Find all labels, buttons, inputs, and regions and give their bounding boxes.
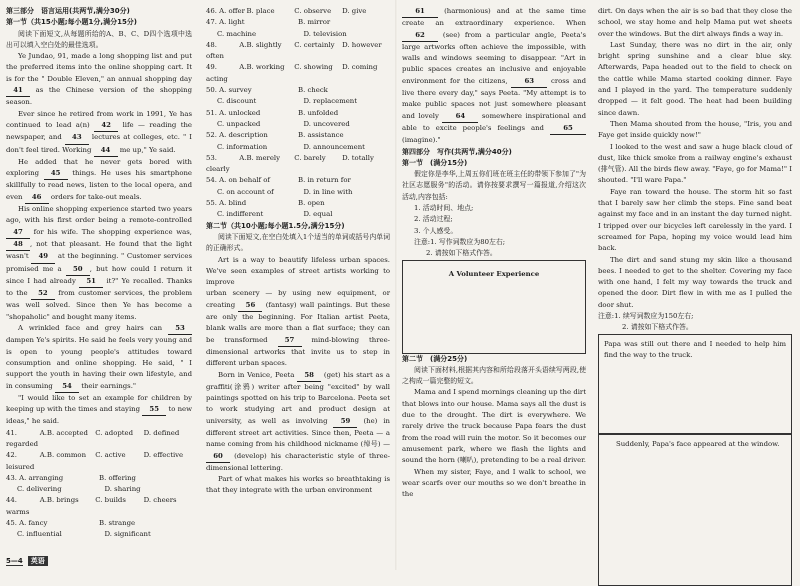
page-number: 5—4 <box>6 556 23 565</box>
writing-section1-heading: 第一节 (满分15分) <box>402 158 468 167</box>
passage-text: orders for take-out meals. <box>48 192 142 201</box>
page-fold <box>395 0 398 570</box>
option-row <box>206 187 390 198</box>
passage-paragraph <box>6 51 192 108</box>
option-row <box>206 198 390 209</box>
option-choice[interactable]: C. on account of <box>217 187 274 196</box>
column-3 <box>402 6 586 500</box>
option-choice[interactable]: B. mirror <box>298 18 331 27</box>
option-choice[interactable]: D. sharing <box>104 485 141 494</box>
task-point: 1. 活动时间、地点; <box>414 204 474 213</box>
part4-heading: 第四部分 写作(共两节,满分40分) <box>402 147 512 156</box>
passage-text: urban scenery — by using new equipment, or creating <box>206 289 390 309</box>
continuation-prompt: Suddenly, Papa's face appeared at the window. <box>616 439 780 448</box>
option-row <box>6 473 192 484</box>
passage-text: (get) his start as a graffiti(涂鸦) writer after being "excited" by wall paintings spotted on his trip to Barcelona. Peeta set to work studying art and product design at university, as well as involving <box>206 370 390 425</box>
option-choice[interactable]: D. replacement <box>303 97 358 106</box>
continuation-box-2[interactable] <box>598 434 792 586</box>
notes-label: 注意: <box>414 237 431 246</box>
passage-text: Ever since he retired from work in 1991, Ye has continued to lead a(n) <box>6 109 192 129</box>
option-choice[interactable]: 55. A. blind <box>206 199 247 208</box>
passage-paragraph <box>6 157 192 204</box>
passage-paragraph <box>6 204 192 323</box>
blank-64: 64 <box>442 111 478 123</box>
option-choice[interactable]: B. merely <box>246 153 280 162</box>
section1-heading: 第一节（共15小题;每小题1分,满分15分) <box>6 18 138 27</box>
passage-text: His online shopping experience started two years ago, with his first order being a remote-controlled <box>6 205 192 225</box>
option-choice[interactable]: D. announcement <box>303 142 365 151</box>
instructions: 阅读下面短文,在空白处填入1个适当的单词或括号内单词的正确形式。 <box>206 232 390 253</box>
answer-box-title: A Volunteer Experience <box>448 269 540 278</box>
option-choice[interactable]: B. strange <box>99 519 136 528</box>
options-list <box>6 428 192 541</box>
option-choice[interactable]: D. totally <box>342 153 374 162</box>
passage-text: Born in Venice, Peeta <box>218 370 298 379</box>
option-choice[interactable]: C. delivering <box>17 485 62 494</box>
column-4 <box>598 6 792 586</box>
option-row <box>206 40 390 63</box>
blank-53: 53 <box>168 323 192 335</box>
option-choice[interactable]: 47. A. light <box>206 18 245 27</box>
option-choice[interactable]: C. machine <box>217 29 257 38</box>
story-paragraph: Last Sunday, there was no dirt in the air, only bright spring sunshine and a clear blue sky. Afterwards, Papa headed out to the field to check on the cattle while Mama started cooking dinner. Faye and I played in the yard. The temperature suddenly dropped — it felt good. The heat had been building since dawn. <box>598 40 792 117</box>
passage-text: He added that he never gets bored with exploring <box>6 157 192 178</box>
passage-text: life — reading the newspaper, and <box>6 120 193 142</box>
blank-55: 55 <box>142 404 166 416</box>
option-choice[interactable]: D. defined <box>143 428 180 437</box>
blank-62: 62 <box>402 30 438 42</box>
option-row <box>206 17 390 28</box>
option-row <box>206 130 390 141</box>
option-choice[interactable]: 51. A. unlocked <box>206 108 261 117</box>
option-choice[interactable]: C. information <box>217 142 268 151</box>
option-row <box>6 428 192 451</box>
option-choice[interactable]: B. common <box>46 451 87 460</box>
subject-label: 英语 <box>28 556 48 566</box>
passage-text: lectures at colleges, etc. " I don't feel tired. Working <box>6 133 192 154</box>
note-item: 1. 写作词数应为80左右; <box>430 237 506 246</box>
option-choice[interactable]: 41. A. regarded <box>6 428 47 448</box>
option-row <box>206 62 390 85</box>
option-choice[interactable]: B. unfolded <box>298 108 339 117</box>
option-choice[interactable]: 49. A. acting <box>206 63 247 83</box>
option-row <box>6 484 192 495</box>
passage-paragraph <box>206 370 390 475</box>
section2-heading: 第二节（共10小题;每小题1.5分,满分15分) <box>206 221 345 230</box>
option-row <box>206 209 390 220</box>
passage-text: mind-blowing three-dimensional artworks that invite us to step in different urban spaces. <box>206 335 390 368</box>
option-choice[interactable]: B. working <box>246 63 285 72</box>
option-row <box>6 518 192 529</box>
option-choice[interactable]: B. place <box>246 7 275 15</box>
option-choice[interactable]: C. adopted <box>95 428 134 437</box>
option-choice[interactable]: D. uncovered <box>303 119 350 128</box>
notes-label: 注意: <box>598 312 615 321</box>
story-paragraph: The dirt and sand stung my skin like a thousand bees. I needed to get to the shelter. Covering my face with one hand, I felt my way towards the truck and opened the door. Dirt flew in with me as I pulled the door shut. <box>598 255 792 309</box>
passage-text: , not that pleasant. He found that the light wasn't <box>6 239 192 261</box>
option-choice[interactable]: D. significant <box>104 530 151 539</box>
blank-44: 44 <box>94 145 118 157</box>
passage-text: (he) in different street art activities. Since then, Peeta — a name coming from his childhood nickname (绰号) — <box>206 416 390 449</box>
option-choice[interactable]: C. indifferent <box>217 210 264 219</box>
column-1 <box>6 6 192 541</box>
passage-paragraph: Part of what makes his works so breathtaking is that they integrate with the urban environment <box>206 475 390 495</box>
passage-paragraph <box>6 323 192 393</box>
passage-text: their earnings." <box>79 381 137 390</box>
blank-42: 42 <box>94 120 118 132</box>
task-point: 3. 个人感受。 <box>414 226 458 235</box>
blank-46: 46 <box>25 192 49 204</box>
option-choice[interactable]: 48. A. often <box>206 40 247 61</box>
answer-box[interactable] <box>402 260 586 354</box>
blank-52: 52 <box>31 288 55 300</box>
blank-63: 63 <box>511 76 547 88</box>
option-row <box>206 29 390 40</box>
writing-task: 假定你是李华,上周五你们班在班主任的带领下参加了"为社区志愿服务"的活动。请你按要求撰写一篇报道,介绍这次活动,内容包括: <box>402 170 586 201</box>
option-choice[interactable]: B. check <box>298 86 328 95</box>
option-choice[interactable]: C. active <box>95 451 126 460</box>
passage-text: to new ideas," he said. <box>6 405 192 426</box>
option-choice[interactable]: C. builds <box>95 496 126 505</box>
passage-text: from customer services, the problem was well solved. Since then Ye has become a "shopaholic" and bought many items. <box>6 289 192 321</box>
option-row <box>206 96 390 107</box>
passage-paragraph: Art is a way to beautify lifeless urban spaces. We've seen examples of street artists working to improve <box>206 255 390 287</box>
story-paragraph: dirt. On days when the air is so bad that they close the school, we stay home and help Mama put wet sheets over the windows. But the dirt always finds a way in. <box>598 7 792 38</box>
option-choice[interactable]: C. influential <box>17 530 62 539</box>
passage-text: for his wife. The shopping experience was, <box>30 227 192 236</box>
option-choice[interactable]: C. observe <box>294 7 332 15</box>
option-choice[interactable]: C. barely <box>294 153 326 162</box>
passage-text: "I would like to set an example for children by keeping up with the times and staying <box>6 393 192 414</box>
column-2 <box>206 6 390 497</box>
option-choice[interactable]: B. offering <box>99 473 136 482</box>
page-footer <box>6 556 48 566</box>
option-choice[interactable]: D. however <box>342 40 382 49</box>
passage-text: cross and live there every day," says Peeta. "My attempt is to make public spaces not just somewhere pleasant and lovely <box>402 76 586 120</box>
option-choice[interactable]: C. unpacked <box>217 119 261 128</box>
task-point: 2. 活动过程; <box>414 215 453 224</box>
passage-text: (fantasy) wall paintings. But these are only the beginning. For Italian artist Peeta, blank walls are more than a flat surface; they can be transformed <box>206 300 390 344</box>
blank-45: 45 <box>44 168 68 180</box>
option-choice[interactable]: C. showing <box>294 63 333 72</box>
option-row <box>206 142 390 153</box>
option-choice[interactable]: C. certainly <box>294 40 335 49</box>
passage-text: it?" Ye recalled. Thanks to the <box>6 276 192 298</box>
blank-54: 54 <box>55 381 79 393</box>
blank-58: 58 <box>297 370 321 382</box>
story-paragraph: Then Mama shouted from the house, "Iris, you and Faye get inside quickly now!" <box>598 119 792 140</box>
passage-text: somewhere inspirational and able to excite people's feelings and <box>402 111 586 132</box>
blank-41: 41 <box>6 85 30 97</box>
option-row <box>206 85 390 96</box>
option-row <box>206 119 390 130</box>
option-choice[interactable]: 52. A. description <box>206 131 268 140</box>
option-row <box>6 450 192 473</box>
option-choice[interactable]: D. coming <box>342 63 378 72</box>
option-choice[interactable]: B. in return for <box>298 176 351 185</box>
note-item: 2. 请按如下格式作答。 <box>426 249 497 258</box>
option-row <box>206 108 390 119</box>
notes <box>598 311 792 322</box>
story-paragraph: Mama and I spend mornings cleaning up the dirt that blows into our house. Mama says all the dust is due to the drought. The dirt is everywhere. We rarely drive the truck because Papa fears the dust from the road will ruin the motor. So it becomes our amusement park, where we flash the lights and sound the horn (喇叭), pretending to be a real driver. <box>402 388 586 465</box>
continuation-box-1[interactable] <box>598 334 792 434</box>
instructions: 阅读下面材料,根据其内容和所给段落开头语续写两段,使之构成一篇完整的短文。 <box>402 365 586 386</box>
story-paragraph: Faye ran toward the house. The storm hit so fast that I barely saw her climb the steps. Fine sand beat against my face and in an instant the day turned night. I tripped over our bicycles left carelessly in the yard. I screamed for Papa, hoping my voice would lead him back. <box>598 187 792 253</box>
passage-text: me up," Ye said. <box>117 145 176 154</box>
option-choice[interactable]: 44. A. warms <box>6 496 47 516</box>
passage-paragraph <box>6 393 192 428</box>
instructions: 阅读下面短文,从每题所给的A、B、C、D四个选项中选出可以填入空白处的最佳选项。 <box>6 29 192 49</box>
option-choice[interactable]: 50. A. survey <box>206 86 252 95</box>
writing-section2-heading: 第二节 (满分25分) <box>402 354 468 363</box>
option-choice[interactable]: D. equal <box>303 210 333 219</box>
passage-text: (imagine)." <box>402 136 441 145</box>
option-row <box>6 495 192 518</box>
blank-59: 59 <box>333 416 357 428</box>
blank-43: 43 <box>65 132 89 144</box>
option-choice[interactable]: 53. A. clearly <box>206 153 247 174</box>
blank-48: 48 <box>6 239 30 251</box>
option-choice[interactable]: B. open <box>298 199 325 208</box>
option-choice[interactable]: D. give <box>342 7 367 15</box>
option-choice[interactable]: 45. A. fancy <box>6 519 48 528</box>
option-row <box>206 6 390 17</box>
blank-61: 61 <box>402 6 438 18</box>
story-paragraph: I looked to the west and saw a huge black cloud of dust, like thick smoke from a railway engine's exhaust (排气管). All the birds flew away. "Faye, go for Mama!" I shouted. "I'll ware Papa." <box>598 142 792 185</box>
option-choice[interactable]: B. brings <box>46 496 79 505</box>
blank-49: 49 <box>31 251 55 263</box>
option-choice[interactable]: 54. A. on behalf of <box>206 176 270 185</box>
option-choice[interactable]: D. in line with <box>303 187 353 196</box>
passage-paragraph <box>402 6 586 147</box>
option-choice[interactable]: D. effective <box>143 451 184 460</box>
blank-51: 51 <box>79 276 103 288</box>
passage-text: at the beginning. " Customer services promised me a <box>6 252 192 273</box>
notes <box>402 237 586 248</box>
option-choice[interactable]: 46. A. offer <box>206 7 245 15</box>
note-item: 2. 请按如下格式作答。 <box>622 323 693 332</box>
option-row <box>206 175 390 186</box>
passage-text: dampen Ye's spirits. He said he feels very young and is open to young people's attitudes toward consumption and online shopping. He said, " I support the youth in having their own lifestyle, and in consuming <box>6 336 192 390</box>
blank-56: 56 <box>238 300 262 312</box>
option-choice[interactable]: D. television <box>303 29 347 38</box>
passage-text: , but how could I return it since I had already <box>6 264 192 285</box>
option-choice[interactable]: B. accepted <box>46 428 88 437</box>
passage-text: (develop) his characteristic style of three-dimensional lettering. <box>206 451 390 472</box>
option-choice[interactable]: D. cheers <box>143 496 177 505</box>
blank-65: 65 <box>550 123 586 135</box>
option-row <box>6 529 192 540</box>
passage-text: as the Chinese version of the shopping season. <box>6 86 192 107</box>
passage-paragraph <box>6 109 192 157</box>
blank-50: 50 <box>66 264 90 276</box>
part3-heading: 第三部分 语言运用(共两节,满分30分) <box>6 7 130 15</box>
story-paragraph: When my sister, Faye, and I walk to school, we wear scarfs over our mouths so we don't breathe in the <box>402 467 586 499</box>
passage-text: A wrinkled face and grey hairs can <box>18 324 168 333</box>
blank-57: 57 <box>278 335 302 347</box>
options-list <box>206 6 390 221</box>
passage-text: Ye Jundao, 91, made a long shopping list and put the preferred items into the online shopping cart. It is for the " Double Eleven," an annual shopping day <box>6 52 192 83</box>
option-choice[interactable]: C. discount <box>217 97 257 106</box>
passage-text: (harmonious) and at the same time create an extraordinary experience. When <box>402 7 586 28</box>
option-choice[interactable]: B. slightly <box>246 40 282 49</box>
option-choice[interactable]: 42. A. leisured <box>6 451 47 471</box>
blank-47: 47 <box>6 227 30 239</box>
passage-text: (see) from a particular angle, Peeta's large artworks often achieve the impossible, with walls and windows seeming to disappear. "Art in public spaces creates an inclusive and enjoyable environment for the citizens, <box>402 30 586 85</box>
option-choice[interactable]: B. assistance <box>298 131 344 140</box>
passage-paragraph <box>206 288 390 369</box>
continuation-prompt: Papa was still out there and I needed to help him find the way to the truck. <box>604 339 786 359</box>
blank-60: 60 <box>206 451 230 463</box>
option-row <box>206 153 390 176</box>
option-choice[interactable]: 43. A. arranging <box>6 473 64 482</box>
note-item: 1. 续写词数应为150左右; <box>614 312 694 321</box>
passage-text: things. He uses his smartphone skillfully to read news, listen to the local opera, and even <box>6 169 193 201</box>
